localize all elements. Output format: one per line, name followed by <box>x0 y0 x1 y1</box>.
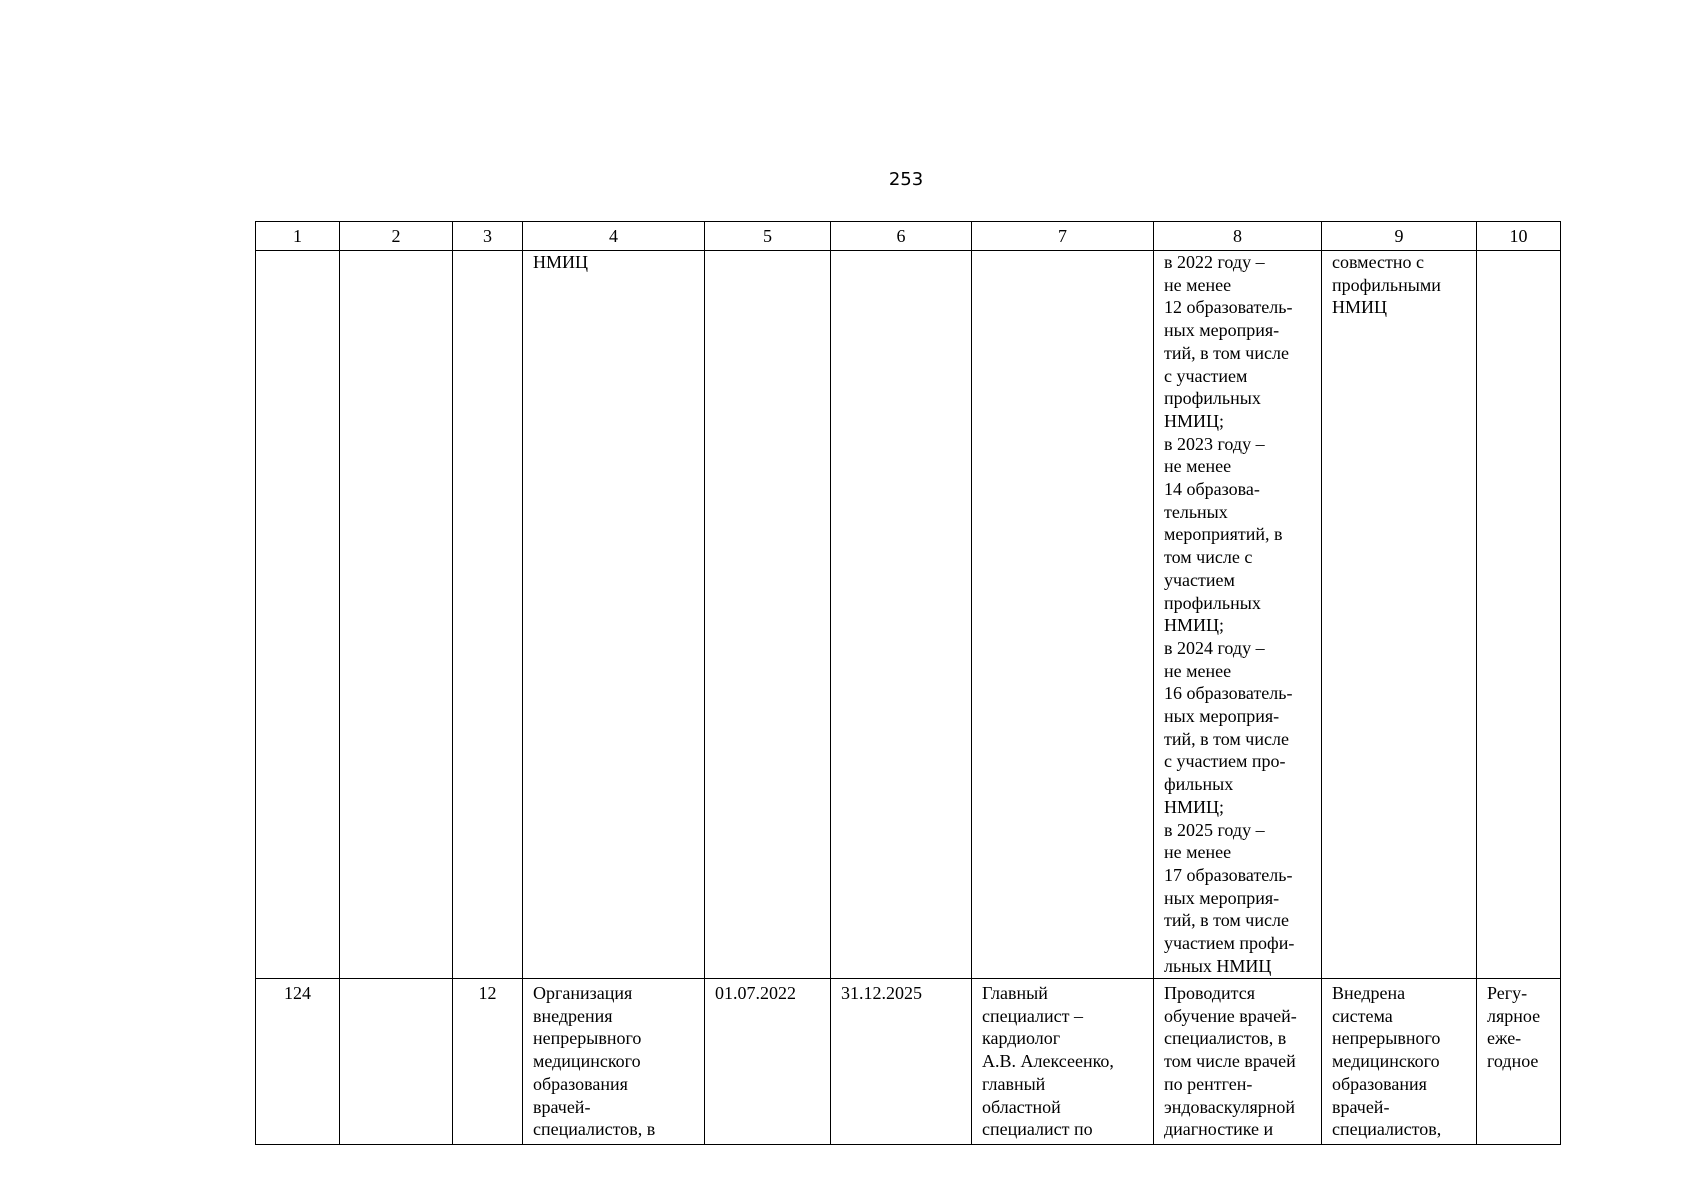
table-cell: в 2022 году – не менее 12 образователь- ных мероприя- тий, в том числе с участием профильных НМИЦ; в 2023 году – не менее 14 образова- тельных мероприятий, в том числе с участием профильных НМИЦ; в 2024 году – не менее 16 образователь- ных мероприя- тий, в том числе с участием про- фильных НМИЦ; в 2025 году – не менее 17 образователь- ных мероприя- тий, в том числе участием профи- льных НМИЦ <box>1154 251 1322 979</box>
table-cell <box>705 251 831 979</box>
table-cell: 12 <box>453 979 523 1145</box>
table-cell <box>972 251 1154 979</box>
table-cell <box>256 251 340 979</box>
column-number-header: 3 <box>453 222 523 251</box>
table-cell: 124 <box>256 979 340 1145</box>
table-cell <box>340 979 453 1145</box>
column-number-header: 6 <box>831 222 972 251</box>
page-number: 253 <box>888 169 924 190</box>
table-cell <box>340 251 453 979</box>
column-number-header: 7 <box>972 222 1154 251</box>
table-cell: Главный специалист – кардиолог А.В. Алексеенко, главный областной специалист по <box>972 979 1154 1145</box>
column-number-header: 1 <box>256 222 340 251</box>
table-cell: совместно с профильными НМИЦ <box>1322 251 1477 979</box>
table-cell: Проводится обучение врачей- специалистов, в том числе врачей по рентген- эндоваскулярной диагностике и <box>1154 979 1322 1145</box>
table-cell: Организация внедрения непрерывного медицинского образования врачей- специалистов, в <box>523 979 705 1145</box>
column-number-header: 10 <box>1477 222 1561 251</box>
column-number-header: 2 <box>340 222 453 251</box>
table-cell <box>453 251 523 979</box>
document-table <box>255 221 1561 1145</box>
table-cell: 01.07.2022 <box>705 979 831 1145</box>
table-cell: Внедрена система непрерывного медицинского образования врачей- специалистов, <box>1322 979 1477 1145</box>
column-number-header: 9 <box>1322 222 1477 251</box>
table-cell: Регу- лярное еже- годное <box>1477 979 1561 1145</box>
column-number-header: 8 <box>1154 222 1322 251</box>
table-cell: 31.12.2025 <box>831 979 972 1145</box>
table-row <box>256 979 1561 1145</box>
table-cell: НМИЦ <box>523 251 705 979</box>
table-cell <box>1477 251 1561 979</box>
column-number-header: 5 <box>705 222 831 251</box>
table-cell <box>831 251 972 979</box>
table-header-row <box>256 222 1561 251</box>
column-number-header: 4 <box>523 222 705 251</box>
table-row <box>256 251 1561 979</box>
